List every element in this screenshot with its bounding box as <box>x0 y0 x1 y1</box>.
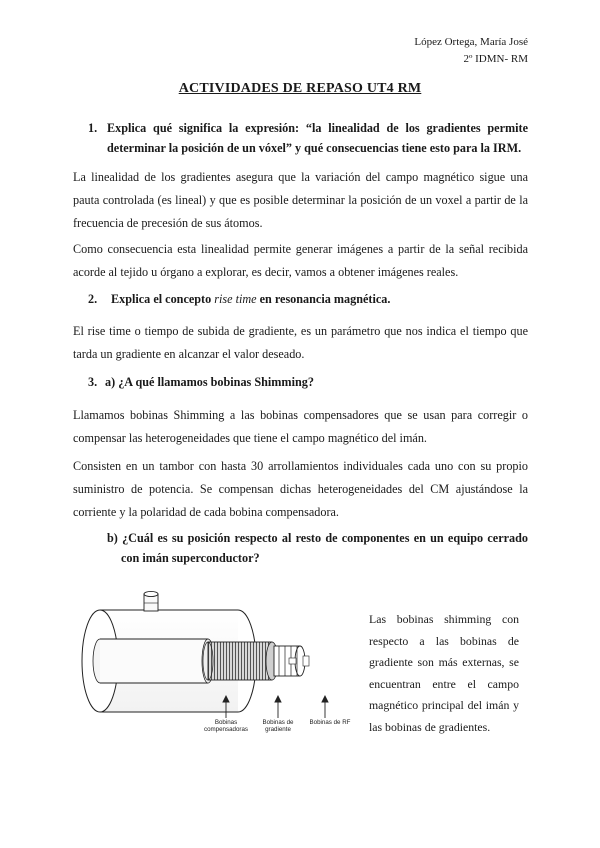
answer-3a-paragraph-2: Consisten en un tambor con hasta 30 arrollamientos individuales cada uno con su propio suministro de potencia. Se compensan dichas heterogeneidades del CM ajustándose la corriente y la polaridad de cada bobina compensadora. <box>73 459 528 519</box>
question-3b-line1: b) ¿Cuál es su posición respecto al resto de componentes en un equipo cerrado <box>107 531 528 545</box>
figure-arrows <box>223 696 328 718</box>
answer-1-paragraph-2: Como consecuencia esta linealidad permite generar imágenes a partir de la señal recibida acorde al tejido u órgano a explorar, es decir, vamos a obtener imágenes reales. <box>73 242 528 279</box>
question-2-before: Explica el concepto <box>111 292 215 306</box>
question-3a-text: a) ¿A qué llamamos bobinas Shimming? <box>105 375 314 389</box>
mri-coils-figure <box>78 580 356 740</box>
question-3b-line2: con imán superconductor? <box>121 551 260 565</box>
question-2-term: rise time <box>214 292 257 306</box>
answer-3b-paragraph: Las bobinas shimming con respecto a las bobinas de gradiente son más externas, se encuentran entre el campo magnético principal del imán y las bobinas de gradientes. <box>369 612 519 734</box>
gradient-coil-tube <box>203 642 278 680</box>
answer-2-paragraph-1: El rise time o tiempo de subida de gradiente, es un parámetro que nos indica el tiempo que tarda un gradiente en alcanzar el valor deseado. <box>73 324 528 361</box>
page-title: ACTIVIDADES DE REPASO UT4 RM <box>178 81 422 96</box>
question-3b <box>107 528 528 568</box>
question-3a <box>88 372 314 392</box>
label-rf-coils: Bobinas de RF <box>309 719 351 726</box>
answer-1-paragraph-1: La linealidad de los gradientes asegura que la variación del campo magnético sigue una pauta controlada (es lineal) y que es posible determinar la posición de un voxel a partir de la frecuencia de precesión de sus átomos. <box>73 170 528 230</box>
label-shim-coils-1: Bobinas <box>214 719 238 726</box>
answer-3a-paragraph-1: Llamamos bobinas Shimming a las bobinas compensadores que se usan para corregir o compensar las heterogeneidades que tiene el campo magnético del imán. <box>73 408 528 445</box>
question-2-number: 2. <box>88 292 98 306</box>
rf-coil <box>274 646 309 676</box>
header <box>414 34 528 68</box>
question-1-number: 1. <box>88 121 98 135</box>
question-3-number: 3. <box>88 375 98 389</box>
course-name: 2º IDMN- RM <box>463 53 528 65</box>
question-2-after: en resonancia magnética. <box>256 292 391 306</box>
label-gradient-coils-2: gradiente <box>265 726 291 733</box>
question-1 <box>88 118 528 158</box>
question-1-line2: determinar la posición de un vóxel” y qué consecuencias tiene esto para la IRM. <box>107 141 522 155</box>
shim-coil-tube <box>100 639 214 683</box>
question-1-line1: Explica qué significa la expresión: “la linealidad de los gradientes permite <box>107 121 528 135</box>
question-2 <box>88 289 390 309</box>
label-shim-coils-2: compensadoras <box>203 726 249 733</box>
author-name: López Ortega, María José <box>414 36 528 48</box>
label-gradient-coils-1: Bobinas de <box>262 719 294 726</box>
